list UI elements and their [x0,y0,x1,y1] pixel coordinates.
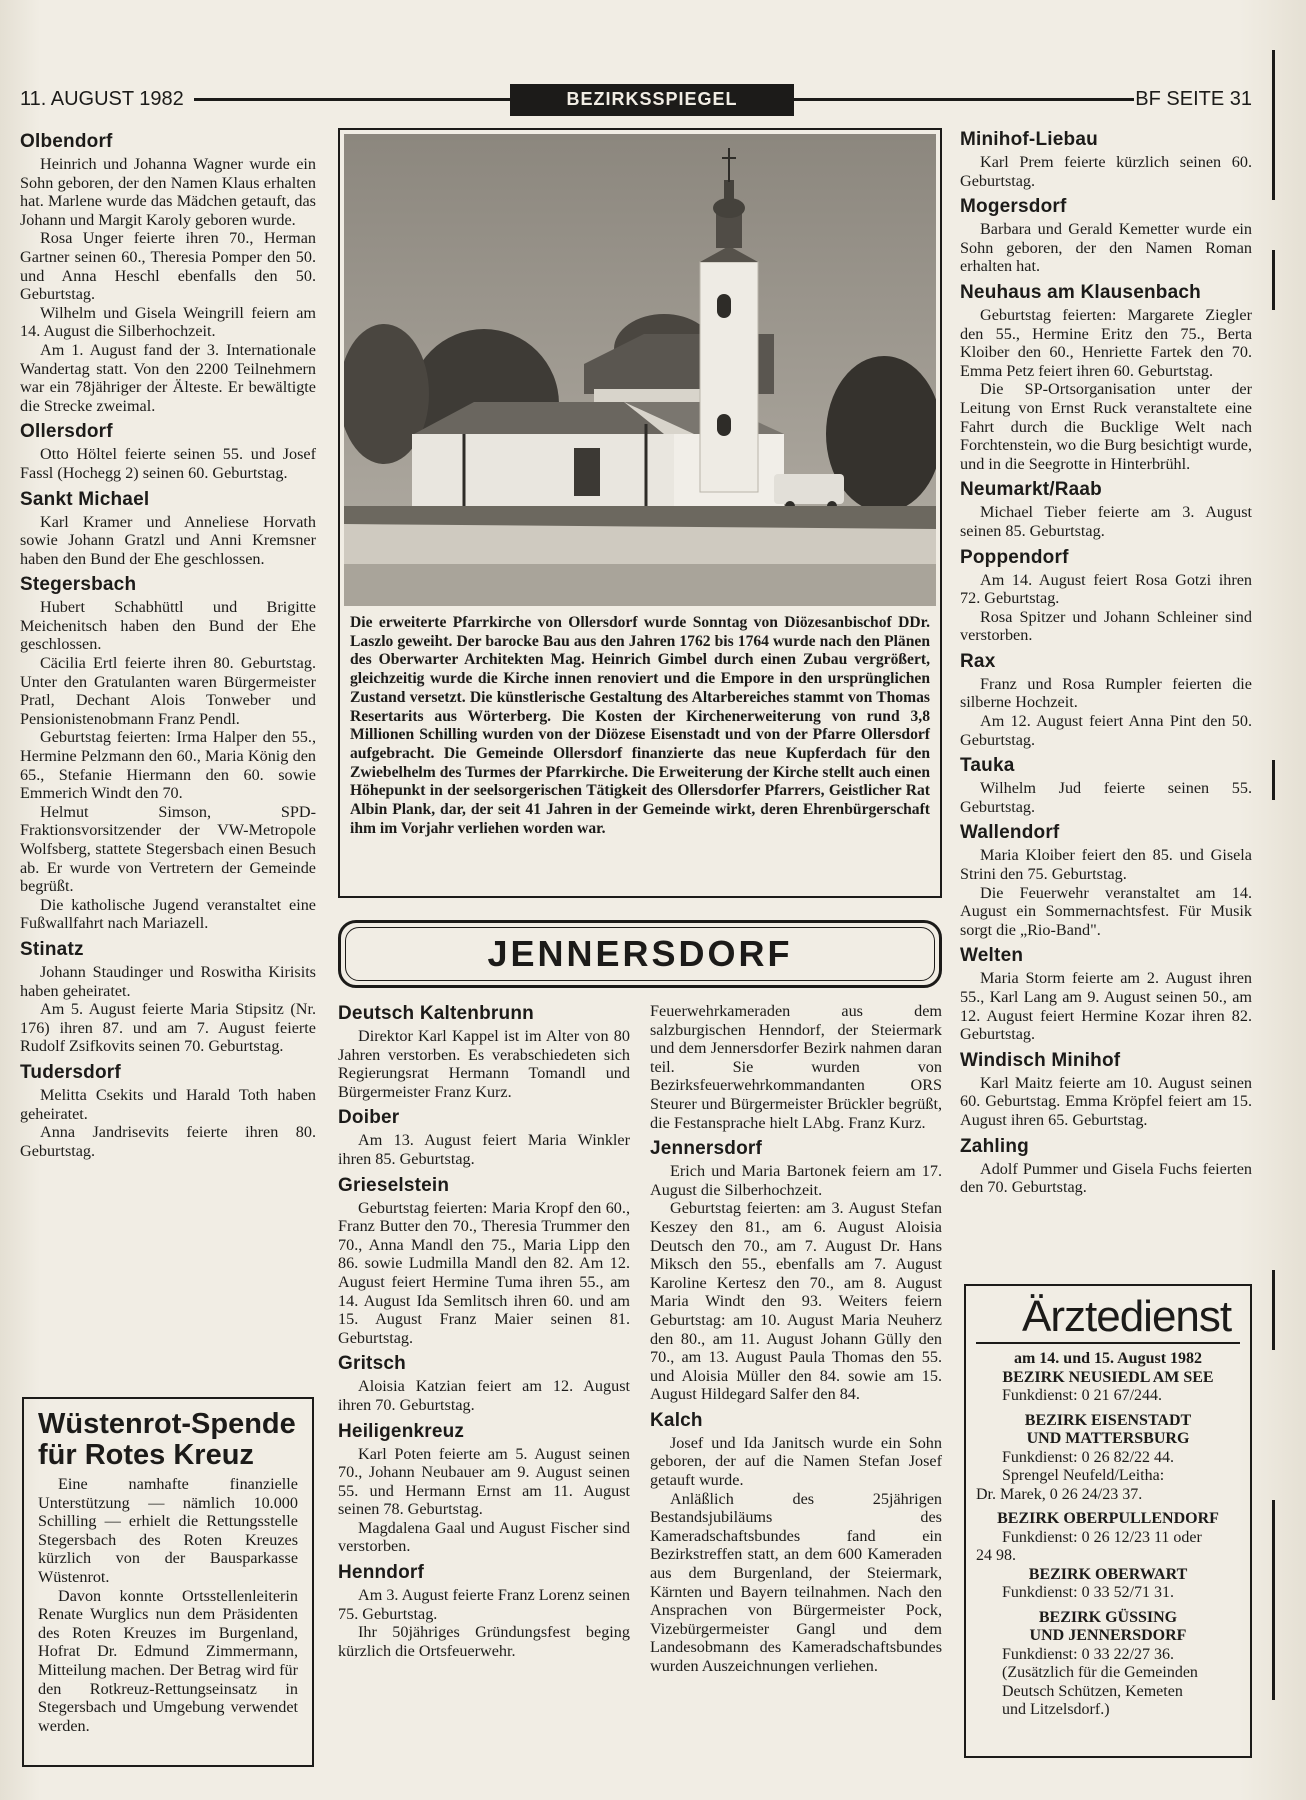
district-oberwart-phone: Funkdienst: 0 33 52/71 31. [1002,1584,1175,1601]
article-paragraph: Am 3. August feierte Franz Lorenz seinen 75. Geburtstag. [338,1586,630,1623]
article-paragraph: Geburtstag feierten: Irma Halper den 55., Hermine Pelzmann den 60., Maria König den 65., Stefanie Hiermann den 60. sowie Emmerich Windt den 70. [20,728,316,803]
article-paragraph: Maria Storm feierte am 2. August ihren 55., Karl Lang am 9. August seinen 50., am 12. August feiert Hermine Kozar ihren 82. Geburtstag. [960,969,1252,1044]
article-paragraph: Am 12. August feiert Anna Pint den 50. Geburtstag. [960,712,1252,749]
article-paragraph: Direktor Karl Kappel ist im Alter von 80 Jahren verstorben. Es verabschiedeten sich Regierungsrat Hermann Tomandl und Bürgermeister Franz Kurz. [338,1027,630,1101]
section-heading: Heiligenkreuz [338,1420,465,1442]
section-banner: BEZIRKSSPIEGEL [510,84,794,116]
section-heading: Neumarkt/Raab [960,479,1102,501]
aerztedienst-box [964,1284,1252,1758]
jennersdorf-banner [338,920,942,988]
aerztedienst-title: Ärztedienst [976,1292,1240,1344]
article-paragraph: Franz und Rosa Rumpler feierten die silberne Hochzeit. [960,674,1252,712]
article-paragraph: Karl Poten feierte am 5. August seinen 70., Johann Neubauer am 9. August seinen 55. und Hermann Ernst am 11. August seinen 78. Geburtstag. [338,1444,630,1519]
section-heading: Ollersdorf [20,421,113,443]
district-eisenstadt-phone: Funkdienst: 0 26 82/22 44. [1002,1448,1175,1466]
section-heading: Poppendorf [960,546,1069,568]
article-paragraph: Am 5. August feierte Maria Stipsitz (Nr. 176) ihren 87. und am 7. August feierte Rudolf Zsifkovits seinen 70. Geburtstag. [20,1000,316,1056]
section-heading: Olbendorf [20,131,113,152]
section-heading: Jennersdorf [650,1138,763,1160]
article-paragraph: Anna Jandrisevits feierte ihren 80. Geburtstag. [20,1123,316,1160]
wuestenrot-title: Wüstenrot-Spende für Rotes Kreuz [38,1408,296,1471]
article-paragraph: Otto Höltel feierte seinen 55. und Josef Fassl (Hochegg 2) seinen 60. Geburtstag. [20,445,316,482]
wuestenrot-para-2: Davon konnte Ortsstellenleiterin Renate Wurglics nun dem Präsidenten des Roten Kreuzes im Burgenland, Hofrat Dr. Edmund Zimmermann, Mitteilung machen. Der Betrag wird für den Rotkreuz-Rettungseinsatz in Stegersbach und Umgebung verwendet werden. [38,1586,298,1735]
district-mattersburg: UND MATTERSBURG [1026,1430,1190,1447]
article-paragraph: Hubert Schabhüttl und Brigitte Meichenitsch haben den Bund der Ehe geschlossen. [20,598,316,654]
article-paragraph: Die Feuerwehr veranstaltet am 14. August ein Sommernachtsfest. Für Musik sorgt die „Rio-Band". [960,883,1252,939]
article-paragraph: Helmut Simson, SPD-Fraktionsvorsitzender der VW-Metropole Wolfsberg, stattete Stegersbach einen Besuch ab. Er wurde von Vertretern der Gemeinde begrüßt. [20,802,316,896]
article-paragraph: Michael Tieber feierte am 3. August seinen 85. Geburtstag. [960,503,1252,540]
article-paragraph: Wilhelm und Gisela Weingrill feiern am 14. August die Silberhochzeit. [20,303,316,341]
section-heading: Minihof-Liebau [960,129,1098,150]
article-paragraph: Am 1. August fand der 3. Internationale Wandertag statt. Von den 2200 Teilnehmern war ein 78jähriger der Älteste. Er bewältigte die Strecke zweimal. [20,340,316,415]
photo-box [338,128,942,898]
article-paragraph: Johann Staudinger und Roswitha Kirisits haben geheiratet. [20,962,316,1000]
district-eisenstadt-doctor: Dr. Marek, 0 26 24/23 37. [976,1485,1143,1503]
district-oberwart: BEZIRK OBERWART [1028,1565,1188,1583]
page-header [18,84,1256,114]
photo-caption: Die erweiterte Pfarrkirche von Ollersdorf wurde Sonntag von Diözesanbischof DDr. Laszlo geweiht. Der barocke Bau aus den Jahren 1762 bis 1764 wurde nach den Plänen des Oberwarter Architekten Mag. Heinrich Gimbel durch einen Zubau vergrößert, gleichzeitig wurde die Kirche innen renoviert und die Empore in den ursprünglichen Zustand versetzt. Die künstlerische Gestaltung des Altarbereiches stammt von Thomas Resertarits aus Wörterberg. Die Kosten der Kirchenerweiterung von rund 3,8 Millionen Schilling wurden von der Diözese Eisenstadt und von der Pfarre Ollersdorf aufgebracht. Die Gemeinde Ollersdorf finanzierte das neue Kupferdach für den Zwiebelhelm des Turmes der Pfarrkirche. Die Erweiterung der Kirche stellt auch einen Höhepunkt in der seelsorgerischen Tätigkeit des Ollersdorfer Pfarrers, Geistlicher Rat Albin Plank, dar, der seit 41 Jahren in der Gemeinde wirkt, deren Ehrenbürgerschaft ihm im Vorjahr verliehen worden war. [350,614,930,837]
column-1 [20,130,316,1370]
article-paragraph: Karl Kramer und Anneliese Horvath sowie Johann Gratzl und Anni Kremsner haben den Bund der Ehe geschlossen. [20,512,316,568]
section-heading: Gritsch [338,1353,406,1375]
header-rule-left [194,98,512,101]
section-heading: Mogersdorf [960,196,1067,218]
margin-mark-4 [1272,1270,1275,1350]
issue-date: 11. AUGUST 1982 [20,88,184,110]
page-number: BF SEITE 31 [1135,88,1252,110]
district-oberpullendorf: BEZIRK OBERPULLENDORF [997,1510,1219,1527]
district-oberpullendorf-phone: Funkdienst: 0 26 12/23 11 oder [1002,1528,1202,1546]
section-heading: Stegersbach [20,574,137,596]
district-oberpullendorf-phone-2: 24 98. [976,1547,1016,1564]
section-heading: Tauka [960,755,1015,777]
article-paragraph: Wilhelm Jud feierte seinen 55. Geburtstag. [960,779,1252,816]
margin-mark-5 [1272,1500,1275,1700]
article-paragraph: Am 13. August feiert Maria Winkler ihren 85. Geburtstag. [338,1131,630,1168]
section-heading: Deutsch Kaltenbrunn [338,1003,534,1024]
article-paragraph: Am 14. August feiert Rosa Gotzi ihren 72. Geburtstag. [960,570,1252,608]
district-neusiedl: BEZIRK NEUSIEDL AM SEE [1002,1368,1214,1386]
article-paragraph: Maria Kloiber feiert den 85. und Gisela Strini den 75. Geburtstag. [960,846,1252,884]
district-guessing-phone: Funkdienst: 0 33 22/27 36. [1002,1645,1175,1663]
article-paragraph: Ihr 50jähriges Gründungsfest beging kürzlich die Ortsfeuerwehr. [338,1623,630,1660]
district-guessing: BEZIRK GÜSSING [1038,1608,1178,1626]
header-rule-right [794,98,1134,101]
wuestenrot-para-1: Eine namhafte finanzielle Unterstützung — nämlich 10.000 Schilling — erhielt die Rettungsstelle Stegersbach des Roten Kreuzes kürzlich von der Bausparkasse Wüstenrot. [38,1475,298,1586]
column-4 [960,128,1252,1278]
section-heading: Kalch [650,1409,703,1431]
article-paragraph: Geburtstag feierten: am 3. August Stefan Keszey den 81., am 6. August Aloisia Deutsch den 70., am 7. August Dr. Hans Miksch den 55., ebenfalls am 7. August Karoline Kertesz den 70., am 8. August Maria Windt den 93. Weiters feiern Geburtstag: am 10. August Maria Neuherz den 80., am 11. August Johann Gülly den 70., am 13. August Paula Thomas den 55. und Aloisia Müller den 84. sowie am 15. August Hildegard Salfer den 84. [650,1199,942,1404]
article-paragraph: Magdalena Gaal und August Fischer sind verstorben. [338,1518,630,1556]
district-guessing-note-1: (Zusätzlich für die Gemeinden [1002,1664,1198,1681]
district-eisenstadt-sprengel: Sprengel Neufeld/Leitha: [1002,1467,1165,1484]
article-paragraph: Anläßlich des 25jährigen Bestandsjubiläums des Kameradschaftsbundes fand ein Bezirkstreffen statt, an dem 600 Kameraden aus dem Burgenland, der Steiermark, Kärnten und Bayern teilnahmen. Nach den Ansprachen von Bürgermeister Pock, Vizebürgermeister Gangl und dem Landesobmann des Kameradschaftsbundes wurden Auszeichnungen verliehen. [650,1489,942,1675]
article-paragraph: Die SP-Ortsorganisation unter der Leitung von Ernst Ruck veranstaltete eine Fahrt durch die Bucklige Welt nach Forchtenstein, wo die Burg besichtigt wurde, und in die Seegrotte in Hinterbrühl. [960,380,1252,473]
margin-mark-2 [1272,250,1275,310]
article-paragraph: Adolf Pummer und Gisela Fuchs feierten den 70. Geburtstag. [960,1159,1252,1197]
article-paragraph: Karl Maitz feierte am 10. August seinen 60. Geburtstag. Emma Kröpfel feiert am 15. August ihren 65. Geburtstag. [960,1073,1252,1129]
margin-mark-3 [1272,760,1275,800]
district-jennersdorf: UND JENNERSDORF [1029,1627,1187,1644]
column-2 [338,1002,630,1772]
section-heading: Stinatz [20,938,84,960]
article-paragraph: Melitta Csekits und Harald Toth haben geheiratet. [20,1085,316,1123]
section-heading: Doiber [338,1107,400,1129]
church-photo [344,134,936,606]
district-guessing-note-3: und Litzelsdorf.) [1002,1701,1110,1718]
district-neusiedl-phone: Funkdienst: 0 21 67/244. [1002,1387,1163,1404]
article-paragraph: Rosa Unger feierte ihren 70., Herman Gartner seinen 60., Theresia Pomper den 50. und Anna Heschl ebenfalls den 50. Geburtstag. [20,229,316,304]
article-paragraph: Geburtstag feierten: Margarete Ziegler den 55., Hermine Eritz den 75., Berta Kloiber den 60., Henriette Fartek den 70. Emma Petz feiert ihren 60. Geburtstag. [960,305,1252,380]
district-eisenstadt: BEZIRK EISENSTADT [1024,1411,1192,1429]
section-heading: Zahling [960,1135,1029,1157]
article-paragraph: Barbara und Gerald Kemetter wurde ein Sohn geboren, der den Namen Roman erhalten hat. [960,220,1252,276]
section-heading: Wallendorf [960,822,1060,844]
column-3 [650,1002,942,1772]
article-paragraph: Erich und Maria Bartonek feiern am 17. August die Silberhochzeit. [650,1162,942,1199]
jennersdorf-banner-text: JENNERSDORF [345,927,935,981]
section-heading: Sankt Michael [20,488,150,510]
section-heading: Neuhaus am Klausenbach [960,281,1201,303]
wuestenrot-box [22,1397,314,1767]
article-paragraph: Karl Prem feierte kürzlich seinen 60. Geburtstag. [960,153,1252,190]
article-paragraph: Geburtstag feierten: Maria Kropf den 60., Franz Butter den 70., Theresia Trummer den 70., Anna Mandl den 75., Maria Lipp den 86. sowie Ludmilla Mandl den 82. Am 12. August feiert Hermine Tuma ihren 55., am 14. August Ida Semlitsch ihren 60. und am 15. August Franz Maier seinen 81. Geburtstag. [338,1198,630,1347]
article-paragraph: Feuerwehrkameraden aus dem salzburgischen Henndorf, der Steiermark und dem Jennersdorfer Bezirk nahmen daran teil. Sie wurden von Bezirksfeuerwehrkommandanten ORS Steurer und Bürgermeister Brückler begrüßt, die Festansprache hielt LAbg. Franz Kurz. [650,1002,942,1132]
section-heading: Welten [960,945,1024,967]
section-heading: Windisch Minihof [960,1049,1121,1071]
article-paragraph: Rosa Spitzer und Johann Schleiner sind verstorben. [960,607,1252,645]
section-heading: Grieselstein [338,1174,450,1196]
article-paragraph: Heinrich und Johanna Wagner wurde ein Sohn geboren, der den Namen Klaus erhalten hat. Marlene wurde das Mädchen getauft, das Johann und Margit Karoly geboren wurde. [20,155,316,229]
aerztedienst-dates: am 14. und 15. August 1982 [1013,1350,1203,1367]
section-heading: Henndorf [338,1562,425,1584]
section-heading: Tudersdorf [20,1061,121,1083]
article-paragraph: Die katholische Jugend veranstaltet eine Fußwallfahrt nach Mariazell. [20,895,316,933]
article-paragraph: Aloisia Katzian feiert am 12. August ihren 70. Geburtstag. [338,1377,630,1414]
section-heading: Rax [960,650,996,672]
district-guessing-note-2: Deutsch Schützen, Kemeten [1002,1682,1183,1700]
margin-mark-1 [1272,50,1275,200]
church-illustration [344,134,936,606]
article-paragraph: Josef und Ida Janitsch wurde ein Sohn geboren, der auf die Namen Stefan Josef getauft wurde. [650,1433,942,1490]
article-paragraph: Cäcilia Ertl feierte ihren 80. Geburtstag. Unter den Gratulanten waren Bürgermeister Pratl, Dechant Alois Tonweber und Pensionistenobmann Franz Pendl. [20,654,316,728]
